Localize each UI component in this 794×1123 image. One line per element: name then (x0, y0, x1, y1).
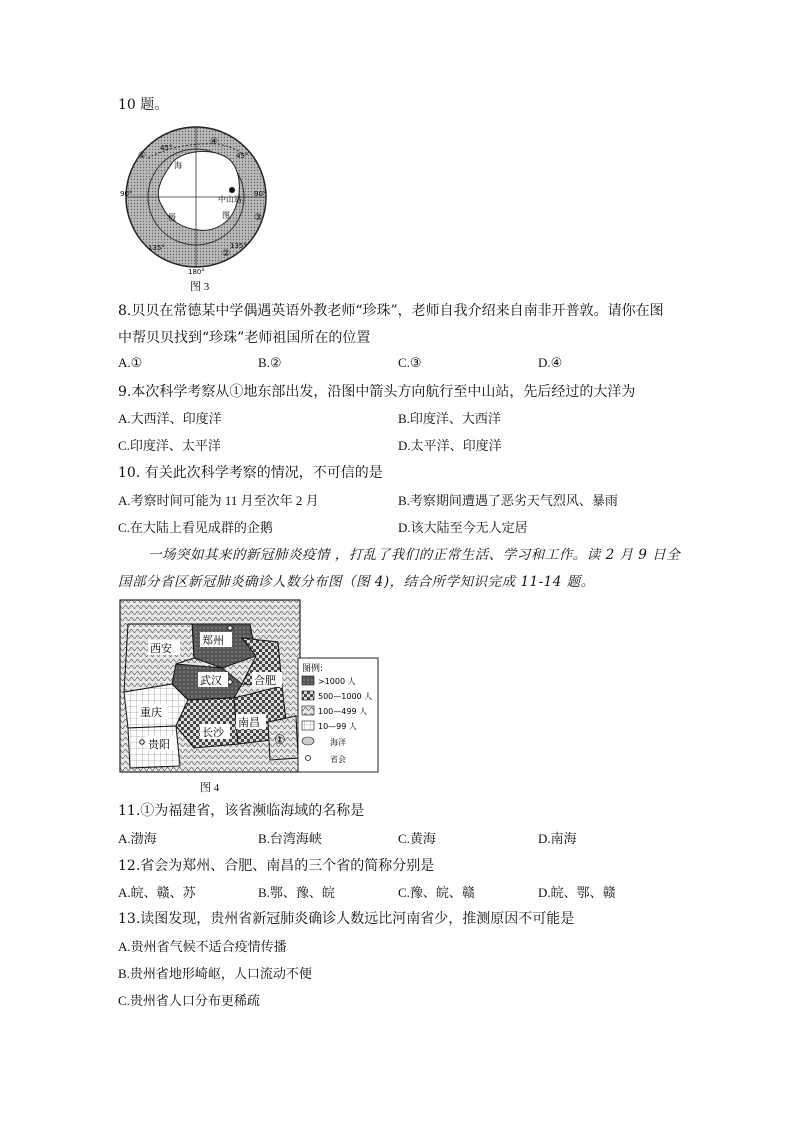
q11-option-a: A.渤海 (118, 831, 157, 846)
city-nanchang: 南昌 (238, 716, 260, 729)
marker-4: ④ (210, 137, 219, 147)
q12-option-c: C.豫、皖、赣 (398, 885, 475, 900)
marker-fujian: ① (274, 733, 286, 748)
q8-stem-line2: 中帮贝贝找到“珍珠”老师祖国所在的位置 (118, 330, 371, 346)
q10-option-a: A.考察时间可能为 11 月至次年 2 月 (118, 493, 319, 508)
figure-4-caption: 图 4 (200, 782, 220, 794)
q10-option-b: B.考察期间遭遇了恶劣天气烈风、暴雨 (398, 493, 618, 508)
q10-stem: 10. 有关此次科学考察的情况，不可信的是 (118, 465, 383, 481)
label-45-left: 45° (160, 144, 173, 152)
q12-option-b: B.鄂、豫、皖 (258, 885, 335, 900)
legend-row-4: 10—99 人 (318, 722, 357, 731)
q13-option-c: C.贵州省人口分布更稀疏 (118, 993, 260, 1008)
intro-tail: 10 题。 (118, 97, 169, 113)
marker-1: ① (138, 151, 147, 161)
city-xian: 西安 (150, 642, 172, 655)
q9-option-c: C.印度洋、太平洋 (118, 438, 221, 453)
q9-stem: 9.本次科学考察从①地东部出发，沿图中箭头方向航行至中山站，先后经过的大洋为 (118, 384, 636, 400)
q8-option-b: B.② (258, 355, 282, 370)
label-90-left: 90° (120, 190, 133, 198)
passage-line1: 一场突如其来的新冠肺炎疫情 ，打乱了我们的正常生活、学习和工作。读 2 月 9 日全 (148, 547, 681, 563)
q12-stem: 12.省会为郑州、合肥、南昌的三个省的简称分别是 (118, 858, 435, 874)
label-135-left: 135° (148, 244, 165, 252)
label-tu: 图 (222, 211, 230, 220)
label-90-right: 90° (254, 190, 267, 198)
legend-row-3: 100—499 人 (318, 707, 368, 716)
legend-row-1: >1000 人 (318, 677, 356, 686)
city-changsha: 长沙 (202, 726, 224, 739)
q8-option-a: A.① (118, 355, 143, 370)
city-hefei: 合肥 (254, 674, 276, 687)
figure-3-polar-map (118, 124, 278, 292)
q13-option-b: B.贵州省地形崎岖，人口流动不便 (118, 966, 312, 981)
city-zhengzhou: 郑州 (202, 634, 224, 647)
q11-option-b: B.台湾海峡 (258, 831, 322, 846)
zhongshan-station-dot (229, 187, 235, 193)
q12-option-a: A.皖、赣、苏 (118, 885, 196, 900)
q13-option-a: A.贵州省气候不适合疫情传播 (118, 939, 287, 954)
label-zhongshan-station: 中山站 (218, 195, 242, 204)
marker-3: ③ (254, 213, 263, 223)
q8-option-d: D.④ (538, 355, 563, 370)
city-chongqing: 重庆 (140, 706, 162, 719)
label-180: 180° (188, 268, 205, 276)
q11-stem: 11.①为福建省，该省濒临海域的名称是 (118, 803, 365, 819)
q9-option-d: D.太平洋、印度洋 (398, 438, 502, 453)
figure-4-legend (298, 658, 378, 772)
q11-option-c: C.黄海 (398, 831, 436, 846)
q9-option-b: B.印度洋、大西洋 (398, 411, 501, 426)
q12-option-d: D.皖、鄂、赣 (538, 885, 616, 900)
label-sea: 海 (174, 161, 182, 170)
q10-option-d: D.该大陆至今无人定居 (398, 520, 528, 535)
q11-option-d: D.南海 (538, 831, 577, 846)
q13-stem: 13.读图发现，贵州省新冠肺炎确诊人数远比河南省少，推测原因不可能是 (118, 911, 575, 927)
legend-title: 图例: (302, 664, 324, 674)
label-135-right: 135° (230, 242, 247, 250)
legend-row-5: 海洋 (330, 738, 346, 747)
city-wuhan: 武汉 (200, 674, 222, 687)
city-guiyang: 贵阳 (148, 738, 170, 751)
q9-option-a: A.大西洋、印度洋 (118, 411, 222, 426)
q8-option-c: C.③ (398, 355, 422, 370)
q10-option-c: C.在大陆上看见成群的企鹅 (118, 520, 273, 535)
marker-2: ② (222, 249, 231, 259)
q8-stem-line1: 8.贝贝在常德某中学偶遇英语外教老师“珍珠”，老师自我介绍来自南非开普敦。请你在图 (118, 303, 664, 319)
label-pole: 极 (168, 213, 176, 222)
figure-4-china-map (118, 598, 382, 776)
legend-row-2: 500—1000 人 (318, 692, 373, 701)
passage-line2: 国部分省区新冠肺炎确诊人数分布图（图 4)，结合所学知识完成 11-14 题。 (118, 574, 595, 590)
label-45-right: 45° (236, 152, 249, 160)
figure-3-caption: 图 3 (190, 281, 210, 293)
legend-row-6: 省会 (330, 755, 346, 764)
